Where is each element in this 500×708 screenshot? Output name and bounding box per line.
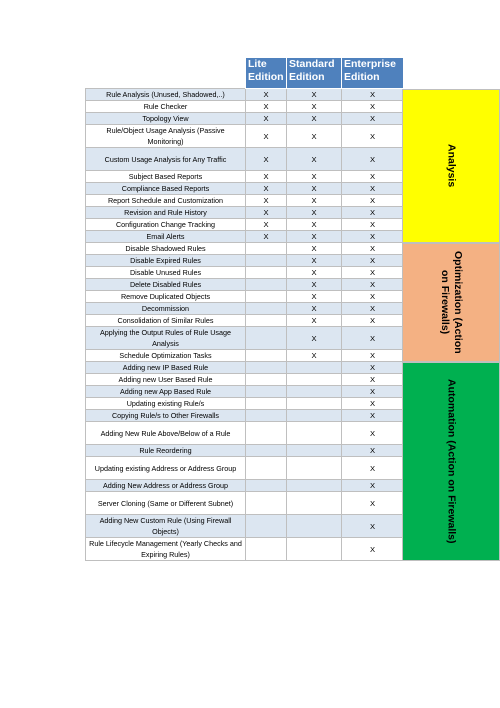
feature-label: Report Schedule and Customization xyxy=(86,195,246,207)
table-row xyxy=(86,255,404,267)
category-band-1 xyxy=(402,243,500,362)
lite-mark xyxy=(246,374,287,386)
feature-label: Applying the Output Rules of Rule Usage Analysis xyxy=(86,327,246,350)
standard-mark: X xyxy=(287,279,342,291)
col-enterprise-header: Enterprise Edition xyxy=(342,58,404,89)
enterprise-mark: X xyxy=(342,267,404,279)
table-row xyxy=(86,515,404,538)
enterprise-mark: X xyxy=(342,243,404,255)
lite-mark: X xyxy=(246,219,287,231)
table-row xyxy=(86,267,404,279)
standard-mark: X xyxy=(287,125,342,148)
table-row xyxy=(86,350,404,362)
lite-mark xyxy=(246,445,287,457)
lite-mark: X xyxy=(246,148,287,171)
standard-mark: X xyxy=(287,231,342,243)
standard-mark xyxy=(287,386,342,398)
feature-label: Rule Analysis (Unused, Shadowed,..) xyxy=(86,89,246,101)
enterprise-mark: X xyxy=(342,492,404,515)
feature-matrix xyxy=(85,57,500,561)
standard-mark xyxy=(287,410,342,422)
standard-mark: X xyxy=(287,291,342,303)
standard-mark: X xyxy=(287,148,342,171)
standard-mark: X xyxy=(287,267,342,279)
category-band-2 xyxy=(402,362,500,561)
table-row xyxy=(86,327,404,350)
enterprise-mark: X xyxy=(342,422,404,445)
table-row xyxy=(86,291,404,303)
category-label: Analysis xyxy=(445,143,458,188)
feature-label: Adding New Rule Above/Below of a Rule xyxy=(86,422,246,445)
lite-mark xyxy=(246,398,287,410)
lite-mark xyxy=(246,267,287,279)
lite-mark xyxy=(246,538,287,561)
lite-mark xyxy=(246,327,287,350)
standard-mark: X xyxy=(287,255,342,267)
table-row xyxy=(86,207,404,219)
enterprise-mark: X xyxy=(342,231,404,243)
table-row xyxy=(86,113,404,125)
standard-mark xyxy=(287,445,342,457)
lite-mark xyxy=(246,492,287,515)
standard-mark: X xyxy=(287,350,342,362)
lite-mark xyxy=(246,279,287,291)
feature-label: Rule/Object Usage Analysis (Passive Monitoring) xyxy=(86,125,246,148)
feature-label: Decommission xyxy=(86,303,246,315)
table-row xyxy=(86,125,404,148)
enterprise-mark: X xyxy=(342,350,404,362)
lite-mark: X xyxy=(246,113,287,125)
table-row xyxy=(86,480,404,492)
standard-mark: X xyxy=(287,315,342,327)
enterprise-mark: X xyxy=(342,183,404,195)
table-row xyxy=(86,195,404,207)
standard-mark: X xyxy=(287,113,342,125)
header-blank xyxy=(86,58,246,89)
feature-label: Disable Shadowed Rules xyxy=(86,243,246,255)
standard-mark: X xyxy=(287,327,342,350)
standard-mark xyxy=(287,457,342,480)
feature-label: Server Cloning (Same or Different Subnet) xyxy=(86,492,246,515)
feature-label: Updating existing Rule/s xyxy=(86,398,246,410)
col-standard-header: Standard Edition xyxy=(287,58,342,89)
table-body xyxy=(86,89,404,561)
enterprise-mark: X xyxy=(342,101,404,113)
feature-label: Adding new App Based Rule xyxy=(86,386,246,398)
feature-label: Subject Based Reports xyxy=(86,171,246,183)
lite-mark xyxy=(246,291,287,303)
enterprise-mark: X xyxy=(342,303,404,315)
lite-mark xyxy=(246,410,287,422)
table-row xyxy=(86,422,404,445)
table-row xyxy=(86,492,404,515)
enterprise-mark: X xyxy=(342,480,404,492)
lite-mark xyxy=(246,362,287,374)
feature-label: Updating existing Address or Address Group xyxy=(86,457,246,480)
feature-label: Rule Lifecycle Management (Yearly Checks and Expiring Rules) xyxy=(86,538,246,561)
lite-mark xyxy=(246,422,287,445)
table-row xyxy=(86,374,404,386)
enterprise-mark: X xyxy=(342,445,404,457)
standard-mark xyxy=(287,538,342,561)
standard-mark: X xyxy=(287,101,342,113)
category-label: Automation (Action on Firewalls) xyxy=(445,378,458,544)
enterprise-mark: X xyxy=(342,219,404,231)
enterprise-mark: X xyxy=(342,171,404,183)
enterprise-mark: X xyxy=(342,398,404,410)
lite-mark: X xyxy=(246,183,287,195)
table-row xyxy=(86,315,404,327)
table-row xyxy=(86,183,404,195)
col-lite-header: Lite Edition xyxy=(246,58,287,89)
feature-label: Revision and Rule History xyxy=(86,207,246,219)
standard-mark: X xyxy=(287,243,342,255)
category-band-0 xyxy=(402,89,500,243)
feature-label: Adding New Custom Rule (Using Firewall Objects) xyxy=(86,515,246,538)
standard-mark xyxy=(287,492,342,515)
standard-mark xyxy=(287,398,342,410)
standard-mark xyxy=(287,362,342,374)
feature-label: Email Alerts xyxy=(86,231,246,243)
lite-mark xyxy=(246,255,287,267)
lite-mark xyxy=(246,350,287,362)
enterprise-mark: X xyxy=(342,386,404,398)
enterprise-mark: X xyxy=(342,207,404,219)
standard-mark: X xyxy=(287,183,342,195)
lite-mark: X xyxy=(246,125,287,148)
standard-mark xyxy=(287,515,342,538)
standard-mark: X xyxy=(287,207,342,219)
enterprise-mark: X xyxy=(342,291,404,303)
enterprise-mark: X xyxy=(342,327,404,350)
feature-label: Rule Reordering xyxy=(86,445,246,457)
feature-label: Custom Usage Analysis for Any Traffic xyxy=(86,148,246,171)
table-row xyxy=(86,303,404,315)
table-row xyxy=(86,457,404,480)
standard-mark: X xyxy=(287,219,342,231)
feature-label: Rule Checker xyxy=(86,101,246,113)
feature-label: Topology View xyxy=(86,113,246,125)
lite-mark: X xyxy=(246,207,287,219)
table-row xyxy=(86,148,404,171)
header-row xyxy=(86,58,404,89)
enterprise-mark: X xyxy=(342,457,404,480)
feature-label: Schedule Optimization Tasks xyxy=(86,350,246,362)
feature-label: Disable Unused Rules xyxy=(86,267,246,279)
table-row xyxy=(86,398,404,410)
feature-label: Consolidation of Similar Rules xyxy=(86,315,246,327)
table-row xyxy=(86,219,404,231)
feature-label: Disable Expired Rules xyxy=(86,255,246,267)
lite-mark xyxy=(246,515,287,538)
table-row xyxy=(86,89,404,101)
table-row xyxy=(86,445,404,457)
table-row xyxy=(86,386,404,398)
lite-mark: X xyxy=(246,89,287,101)
lite-mark xyxy=(246,243,287,255)
standard-mark: X xyxy=(287,171,342,183)
enterprise-mark: X xyxy=(342,279,404,291)
lite-mark xyxy=(246,457,287,480)
feature-label: Configuration Change Tracking xyxy=(86,219,246,231)
table-row xyxy=(86,243,404,255)
enterprise-mark: X xyxy=(342,410,404,422)
lite-mark xyxy=(246,303,287,315)
table-row xyxy=(86,362,404,374)
lite-mark: X xyxy=(246,101,287,113)
table-row xyxy=(86,101,404,113)
enterprise-mark: X xyxy=(342,538,404,561)
enterprise-mark: X xyxy=(342,374,404,386)
table-row xyxy=(86,279,404,291)
enterprise-mark: X xyxy=(342,255,404,267)
standard-mark: X xyxy=(287,195,342,207)
feature-label: Copying Rule/s to Other Firewalls xyxy=(86,410,246,422)
table-row xyxy=(86,231,404,243)
lite-mark xyxy=(246,315,287,327)
standard-mark xyxy=(287,480,342,492)
enterprise-mark: X xyxy=(342,315,404,327)
standard-mark: X xyxy=(287,303,342,315)
enterprise-mark: X xyxy=(342,195,404,207)
table-row xyxy=(86,538,404,561)
enterprise-mark: X xyxy=(342,148,404,171)
table-row xyxy=(86,410,404,422)
category-label: Optimization (Action on Firewalls) xyxy=(439,250,464,354)
enterprise-mark: X xyxy=(342,362,404,374)
table-row xyxy=(86,171,404,183)
feature-label: Delete Disabled Rules xyxy=(86,279,246,291)
lite-mark: X xyxy=(246,195,287,207)
edition-comparison-table xyxy=(85,57,404,561)
feature-label: Adding new User Based Rule xyxy=(86,374,246,386)
enterprise-mark: X xyxy=(342,515,404,538)
lite-mark: X xyxy=(246,171,287,183)
standard-mark xyxy=(287,422,342,445)
feature-label: Adding New Address or Address Group xyxy=(86,480,246,492)
feature-label: Remove Duplicated Objects xyxy=(86,291,246,303)
enterprise-mark: X xyxy=(342,113,404,125)
lite-mark xyxy=(246,386,287,398)
feature-label: Adding new IP Based Rule xyxy=(86,362,246,374)
standard-mark xyxy=(287,374,342,386)
enterprise-mark: X xyxy=(342,89,404,101)
lite-mark: X xyxy=(246,231,287,243)
lite-mark xyxy=(246,480,287,492)
standard-mark: X xyxy=(287,89,342,101)
feature-label: Compliance Based Reports xyxy=(86,183,246,195)
enterprise-mark: X xyxy=(342,125,404,148)
